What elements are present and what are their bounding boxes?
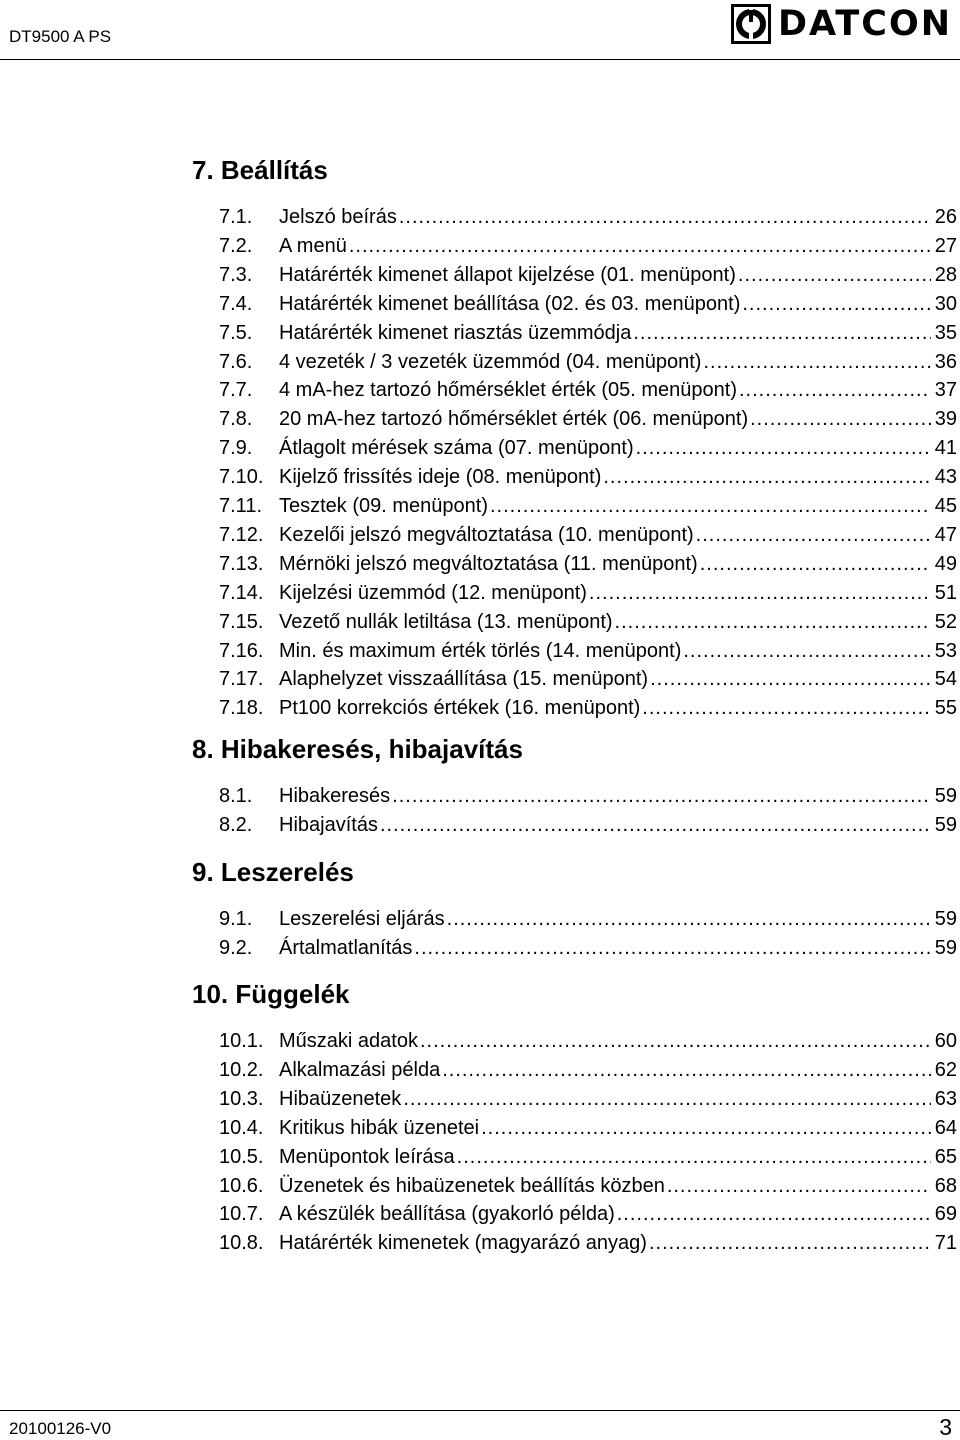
toc-entry-number: 9.2. [219, 936, 253, 959]
toc-entry-number: 10.8. [219, 1232, 264, 1255]
dot-leader [490, 492, 931, 520]
toc-entry-title: Pt100 korrekciós értékek (16. menüpont) [279, 697, 641, 720]
dot-leader [420, 1027, 931, 1055]
toc-entry-page: 30 [934, 292, 957, 315]
toc-entry[interactable] [219, 694, 957, 722]
dot-leader [380, 811, 931, 839]
toc-entry-page: 59 [934, 908, 957, 930]
dot-leader [617, 1200, 931, 1228]
toc-entry-title: Alaphelyzet visszaállítása (15. menüpont) [279, 668, 649, 691]
toc-entry-number: 10.1. [219, 1030, 264, 1052]
toc-entry[interactable] [219, 934, 957, 962]
toc-entry-page: 68 [934, 1174, 957, 1197]
toc-entry-title: Mérnöki jelszó megváltoztatása (11. menüpont) [279, 552, 698, 575]
toc-entry-number: 7.8. [219, 408, 253, 431]
toc-entry[interactable] [219, 232, 957, 260]
toc-entry[interactable] [219, 319, 957, 347]
toc-entry[interactable] [219, 550, 957, 578]
toc-entry-title: Tesztek (09. menüpont) [279, 495, 488, 517]
toc-entry-page: 51 [934, 581, 957, 604]
toc-entry[interactable] [219, 1172, 957, 1200]
toc-entry-page: 65 [934, 1145, 957, 1168]
toc-entry-number: 7.1. [219, 206, 253, 228]
page-footer [0, 1400, 960, 1440]
toc-entry-page: 41 [934, 437, 957, 460]
page-number: 3 [939, 1414, 952, 1440]
toc-entry[interactable] [219, 782, 957, 810]
toc-entry-number: 7.4. [219, 292, 253, 315]
toc-entry[interactable] [219, 665, 957, 693]
toc-entry-number: 7.5. [219, 321, 253, 344]
toc-entry-title: Kritikus hibák üzenetei [279, 1116, 480, 1139]
toc-entry-title: Hibaüzenetek [279, 1087, 402, 1110]
toc-entry-title: Határérték kimenet beállítása (02. és 03. menüpont) [279, 292, 741, 315]
toc-entry-number: 8.1. [219, 785, 253, 807]
toc-entry-page: 49 [934, 552, 957, 575]
toc-entry-page: 54 [934, 668, 957, 691]
toc-entry-number: 7.13. [219, 552, 264, 575]
dot-leader [447, 905, 931, 933]
toc-entry-title: A menü [279, 234, 347, 257]
toc-entry-title: Műszaki adatok [279, 1030, 418, 1052]
toc-entry-page: 53 [934, 639, 957, 662]
dot-leader [615, 608, 931, 636]
section-heading: 9. Leszerelés [192, 857, 354, 887]
toc-entry-page: 52 [934, 610, 957, 633]
dot-leader [703, 348, 931, 376]
toc-entry-title: Alkalmazási példa [279, 1058, 441, 1081]
toc-entry-title: Határérték kimenet állapot kijelzése (01. menüpont) [279, 263, 736, 286]
toc-entry-page: 62 [934, 1058, 957, 1081]
toc-entry-title: Kezelői jelszó megváltoztatása (10. menüpont) [279, 523, 694, 546]
dot-leader [739, 376, 931, 404]
toc-entry-title: 20 mA-hez tartozó hőmérséklet érték (06. menüpont) [279, 408, 749, 431]
toc-entry[interactable] [219, 608, 957, 636]
toc-entry-number: 7.16. [219, 639, 264, 662]
toc-entry-number: 7.12. [219, 523, 264, 546]
toc-entry[interactable] [219, 405, 957, 433]
toc-entry-number: 7.14. [219, 581, 264, 604]
toc-entry-number: 7.18. [219, 697, 264, 720]
dot-leader [399, 203, 931, 231]
toc-entry-page: 55 [934, 697, 957, 720]
toc-entry[interactable] [219, 811, 957, 839]
section-heading: 8. Hibakeresés, hibajavítás [192, 734, 523, 764]
toc-entry-page: 59 [934, 813, 957, 836]
toc-entry-title: 4 vezeték / 3 vezeték üzemmód (04. menüpont) [279, 350, 702, 373]
dot-leader [738, 261, 931, 289]
toc-entry[interactable] [219, 1114, 957, 1142]
toc-entry-title: Leszerelési eljárás [279, 908, 445, 930]
toc-entry-title: Menüpontok leírása [279, 1145, 455, 1168]
toc-entry-number: 7.17. [219, 668, 264, 691]
toc-entry[interactable] [219, 492, 957, 520]
dot-leader [403, 1085, 931, 1113]
toc-entry-page: 43 [934, 466, 957, 489]
toc-entry-page: 45 [934, 495, 957, 517]
toc-entry-page: 36 [934, 350, 957, 373]
toc-entry[interactable] [219, 463, 957, 491]
toc-entry[interactable] [219, 203, 957, 231]
toc-entry-page: 63 [934, 1087, 957, 1110]
dot-leader [633, 319, 931, 347]
toc-entry-number: 10.6. [219, 1174, 264, 1197]
toc-entry[interactable] [219, 1056, 957, 1084]
toc-entry-title: 4 mA-hez tartozó hőmérséklet érték (05. menüpont) [279, 379, 737, 402]
toc-entry-number: 7.6. [219, 350, 253, 373]
dot-leader [649, 1229, 931, 1257]
dot-leader [457, 1143, 931, 1171]
toc-entry-page: 35 [934, 321, 957, 344]
toc-entry-number: 7.11. [219, 495, 262, 517]
dot-leader [636, 434, 931, 462]
logo-text: DATCON [777, 4, 952, 44]
dot-leader [700, 550, 931, 578]
toc-entry[interactable] [219, 905, 957, 933]
toc-entry[interactable] [219, 348, 957, 376]
toc-entry[interactable] [219, 1229, 957, 1257]
toc-entry-number: 10.7. [219, 1203, 264, 1226]
toc-entry-number: 7.2. [219, 234, 253, 257]
toc-entry-number: 8.2. [219, 813, 253, 836]
footer-divider [0, 1410, 960, 1411]
dot-leader [642, 694, 931, 722]
toc-entry[interactable] [219, 1085, 957, 1113]
toc-entry[interactable] [219, 579, 957, 607]
toc-entry-number: 10.4. [219, 1116, 264, 1139]
toc-entry-page: 71 [934, 1232, 957, 1255]
toc-entry-number: 10.3. [219, 1087, 264, 1110]
toc-entry-number: 10.2. [219, 1058, 264, 1081]
toc-entry[interactable] [219, 1143, 957, 1171]
toc-entry-number: 7.10. [219, 466, 264, 489]
dot-leader [589, 579, 931, 607]
toc-entry-page: 69 [934, 1203, 957, 1226]
toc-entry-title: Hibakeresés [279, 785, 391, 807]
toc-entry-page: 64 [934, 1116, 957, 1139]
toc-entry-page: 27 [934, 234, 957, 257]
toc-entry[interactable] [219, 261, 957, 289]
toc-entry-title: Kijelzési üzemmód (12. menüpont) [279, 581, 587, 604]
dot-leader [392, 782, 931, 810]
dot-leader [650, 665, 931, 693]
document-code: DT9500 A PS [9, 27, 112, 46]
dot-leader [349, 232, 931, 260]
toc-entry-page: 47 [934, 523, 957, 546]
toc-entry-page: 28 [934, 263, 957, 286]
toc-entry[interactable] [219, 290, 957, 318]
toc-entry[interactable] [219, 376, 957, 404]
toc-entry-page: 26 [934, 206, 957, 228]
toc-entry-page: 39 [934, 408, 957, 431]
section-heading: 10. Függelék [192, 979, 350, 1009]
toc-entry[interactable] [219, 521, 957, 549]
toc-entry[interactable] [219, 637, 957, 665]
toc-entry-number: 7.7. [219, 379, 253, 402]
dot-leader [414, 934, 931, 962]
toc-entry-title: Jelszó beírás [279, 206, 397, 228]
toc-entry[interactable] [219, 434, 957, 462]
section-heading: 7. Beállítás [192, 155, 328, 185]
dot-leader [696, 521, 931, 549]
toc-entry-title: Átlagolt mérések száma (07. menüpont) [279, 437, 634, 460]
toc-entry-number: 10.5. [219, 1145, 264, 1168]
document-version: 20100126-V0 [9, 1419, 112, 1438]
toc-entry-number: 9.1. [219, 908, 253, 930]
toc-entry-title: A készülék beállítása (gyakorló példa) [279, 1203, 615, 1226]
toc-entry-page: 37 [934, 379, 957, 402]
toc-entry-number: 7.3. [219, 263, 253, 286]
dot-leader [481, 1114, 931, 1142]
toc-entry-page: 60 [934, 1030, 957, 1052]
dot-leader [683, 637, 931, 665]
toc-entry-number: 7.9. [219, 437, 253, 460]
toc-entry-number: 7.15. [219, 610, 264, 633]
toc-entry-title: Határérték kimenetek (magyarázó anyag) [279, 1232, 647, 1255]
toc-entry-title: Min. és maximum érték törlés (14. menüpont) [279, 639, 682, 662]
toc-entry[interactable] [219, 1027, 957, 1055]
toc-entry-title: Kijelző frissítés ideje (08. menüpont) [279, 466, 602, 489]
dot-leader [742, 290, 931, 318]
toc-entry-title: Vezető nullák letiltása (13. menüpont) [279, 610, 613, 633]
toc-entry[interactable] [219, 1200, 957, 1228]
toc-entry-title: Ártalmatlanítás [279, 936, 413, 959]
dot-leader [442, 1056, 931, 1084]
toc-entry-page: 59 [934, 785, 957, 807]
toc-entry-title: Üzenetek és hibaüzenetek beállítás közben [279, 1174, 665, 1197]
toc-entry-title: Hibajavítás [279, 813, 378, 836]
toc-entry-title: Határérték kimenet riasztás üzemmódja [279, 321, 632, 344]
dot-leader [667, 1172, 931, 1200]
dot-leader [750, 405, 931, 433]
dot-leader [603, 463, 931, 491]
toc-entry-page: 59 [934, 936, 957, 959]
